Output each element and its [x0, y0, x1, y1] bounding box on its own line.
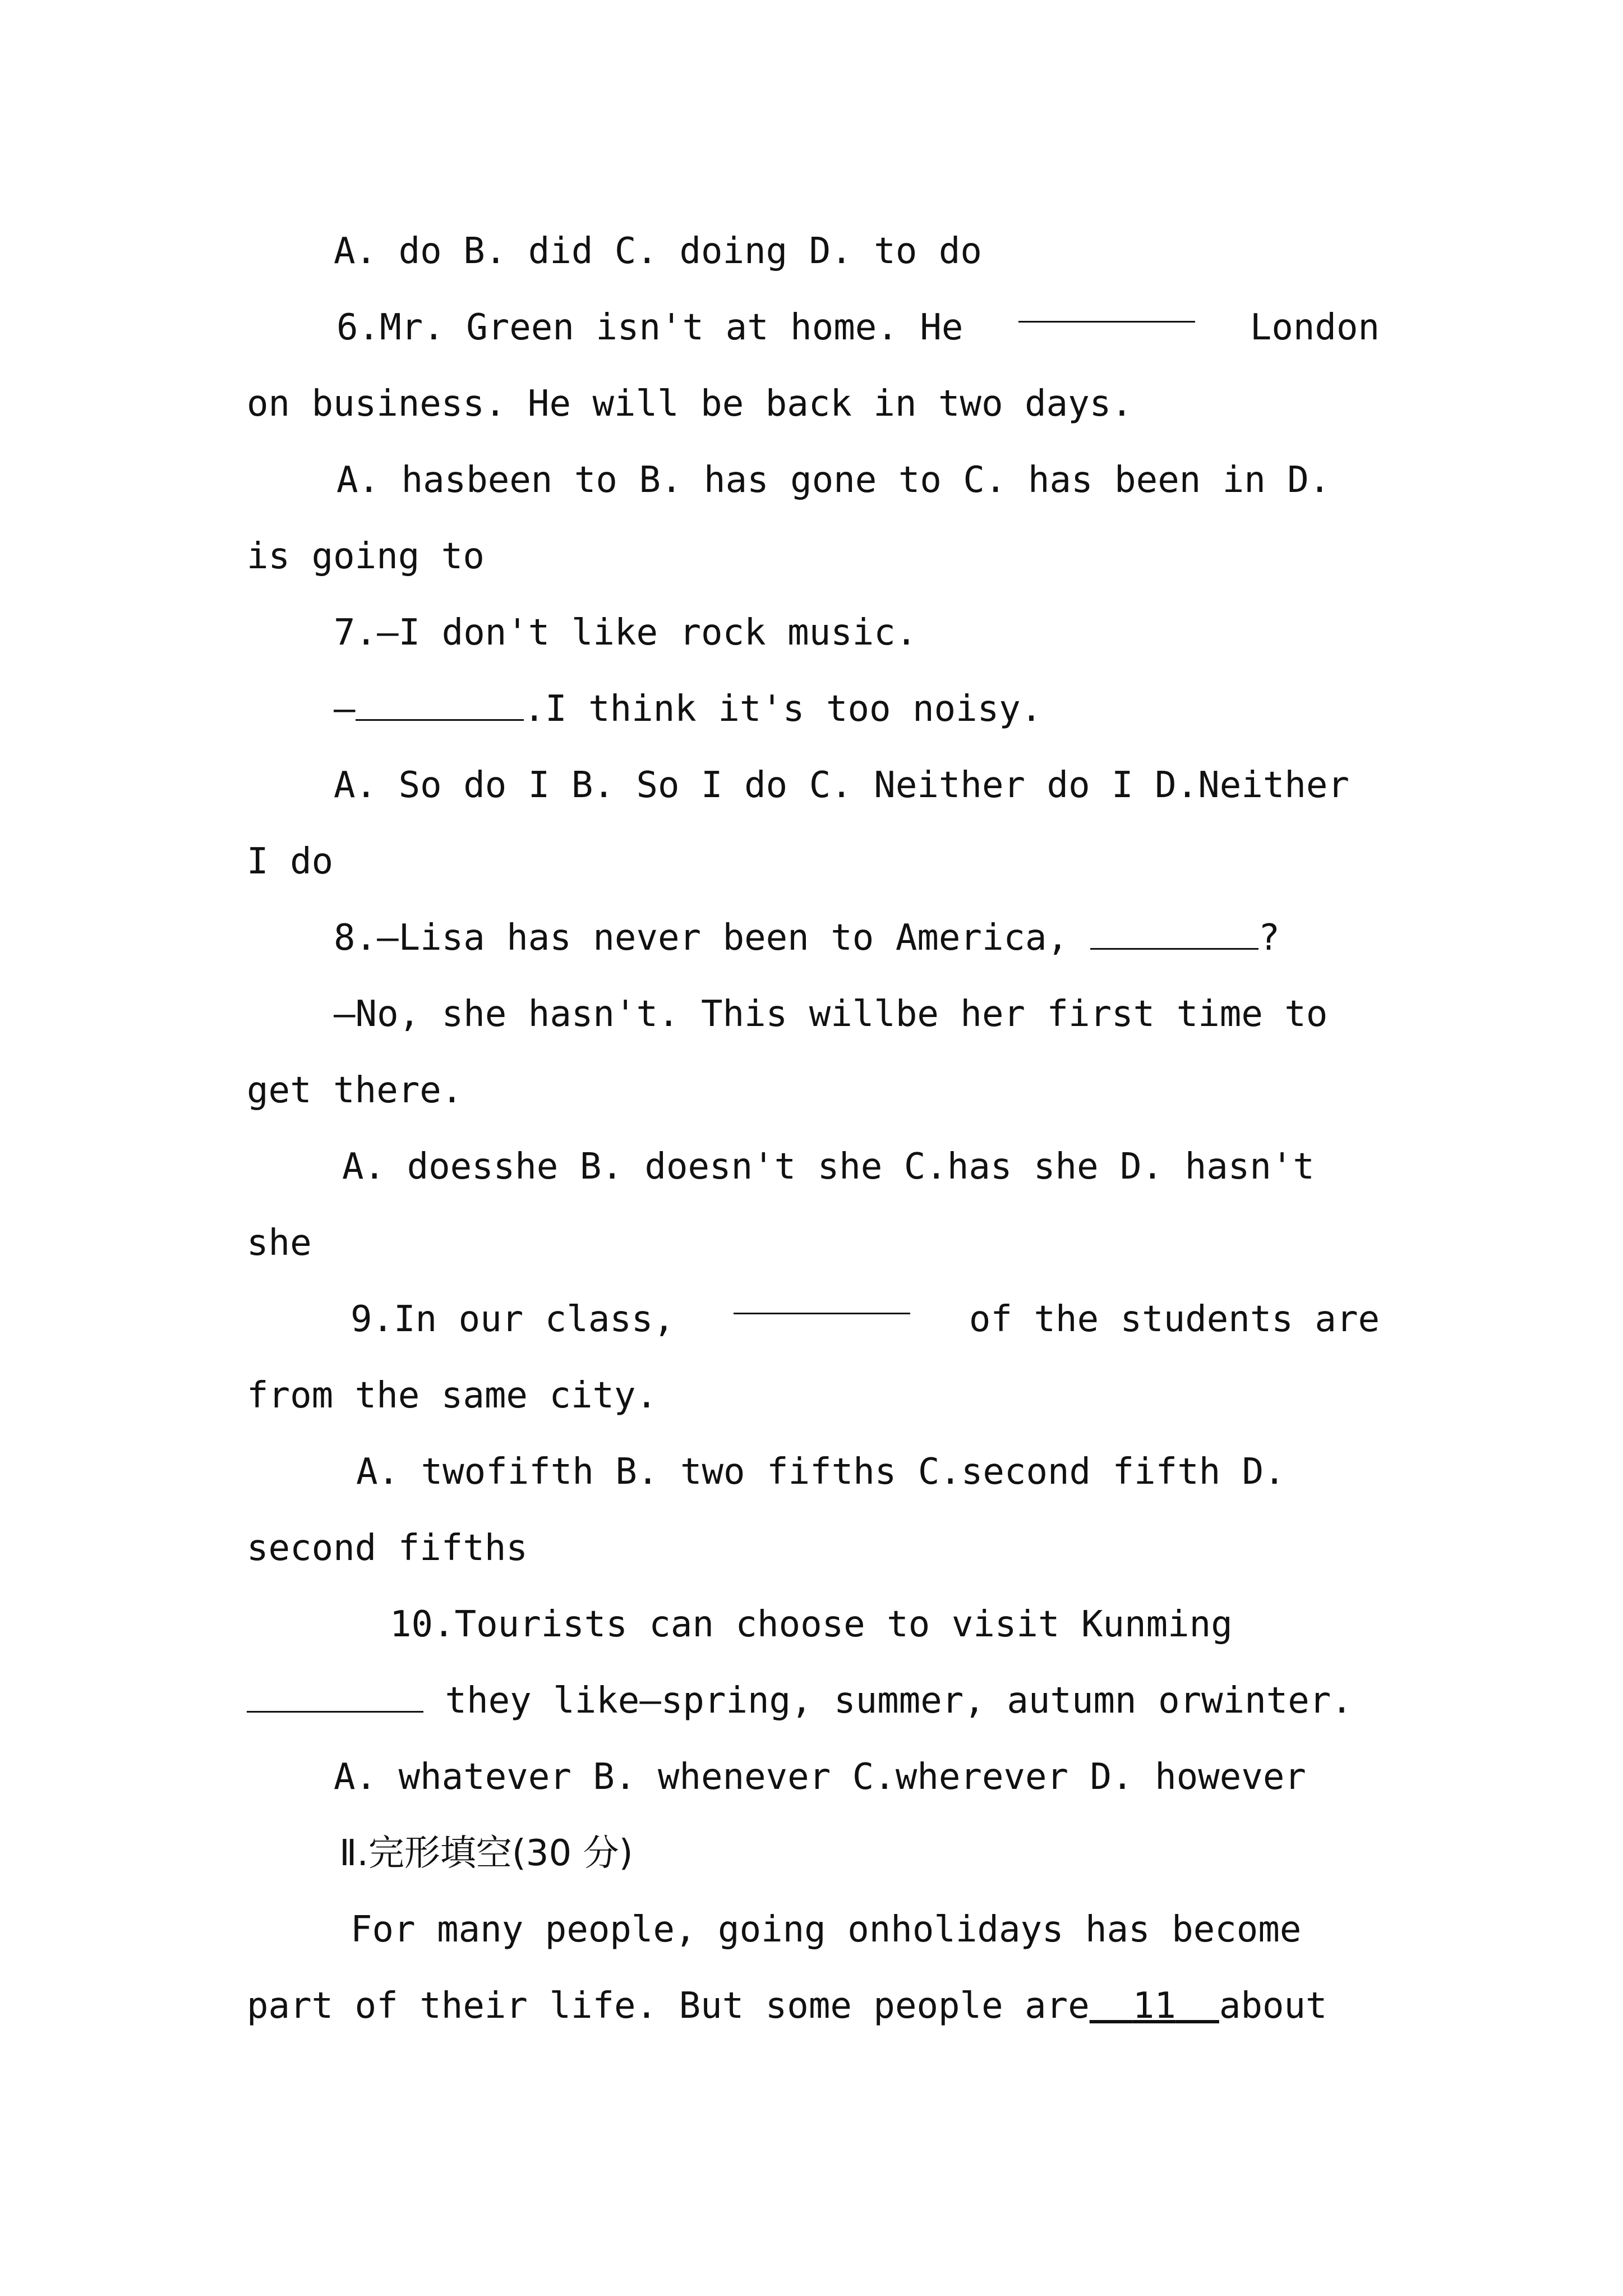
- q7-options: A. So do I B. So I do C. Neither do I D.Neither: [334, 765, 1349, 806]
- q8-stem-part2: ?: [1258, 917, 1280, 959]
- q9-stem: [247, 1281, 1380, 1358]
- q8-stem-part1: 8.—Lisa has never been to America,: [334, 917, 1069, 959]
- passage-line2-blank: [1090, 1985, 1219, 2027]
- q6-stem-part2: London: [1249, 307, 1380, 348]
- q6-options: A. hasbeen to B. has gone to C. has been in D.: [336, 459, 1331, 501]
- q9-stem-cont: from the same city.: [247, 1375, 658, 1416]
- q10-stem: 10.Tourists can choose to visit Kunming: [390, 1604, 1233, 1645]
- q7-options-cont: I do: [247, 841, 334, 882]
- section2-heading: Ⅱ.完形填空(30 分): [339, 1833, 633, 1874]
- q10-options: A. whatever B. whenever C.wherever D. however: [334, 1756, 1306, 1798]
- q9-options-cont: second fifths: [247, 1527, 528, 1569]
- q8-reply: —No, she hasn't. This willbe her first time to: [334, 993, 1328, 1035]
- q7-reply-suffix: .I think it's too noisy.: [523, 688, 1043, 730]
- q10-stem-cont-text: they like—spring, summer, autumn orwinter.: [445, 1680, 1353, 1722]
- q6-stem-cont: on business. He will be back in two days.: [247, 383, 1133, 425]
- passage-line2-part2: about: [1219, 1985, 1327, 2027]
- q8-options-cont: she: [247, 1222, 312, 1264]
- q9-stem-part1: 9.In our class,: [351, 1299, 675, 1340]
- exam-text-body: [247, 213, 1380, 2044]
- q6-options-cont: is going to: [247, 536, 485, 577]
- q5-options: A. do B. did C. doing D. to do: [334, 231, 982, 272]
- q10-stem-cont: [247, 1663, 1380, 1739]
- q7-reply: [247, 671, 1380, 747]
- q8-reply-cont: get there.: [247, 1070, 463, 1111]
- q6-stem-part1: 6.Mr. Green isn't at home. He: [336, 307, 963, 348]
- q8-blank: [1090, 917, 1258, 950]
- q9-stem-part2: of the students are: [969, 1299, 1380, 1340]
- q9-options: A. twofifth B. two fifths C.second fifth D.: [356, 1451, 1285, 1493]
- q7-blank: [356, 688, 524, 721]
- q6-blank: [1018, 289, 1195, 323]
- passage-line2: [247, 1968, 1380, 2044]
- passage-line2-blank-number: 11: [1132, 1985, 1176, 2027]
- q9-blank: [734, 1281, 910, 1314]
- q8-stem: [247, 900, 1380, 976]
- q7-stem: 7.—I don't like rock music.: [334, 612, 917, 654]
- q10-blank: [247, 1680, 423, 1713]
- passage-line1: For many people, going onholidays has become: [351, 1909, 1302, 1950]
- q6-stem: [247, 289, 1380, 366]
- q8-options: A. doesshe B. doesn't she C.has she D. hasn't: [342, 1146, 1315, 1188]
- q7-reply-prefix: —: [334, 688, 356, 730]
- passage-line2-part1: part of their life. But some people are: [247, 1985, 1090, 2027]
